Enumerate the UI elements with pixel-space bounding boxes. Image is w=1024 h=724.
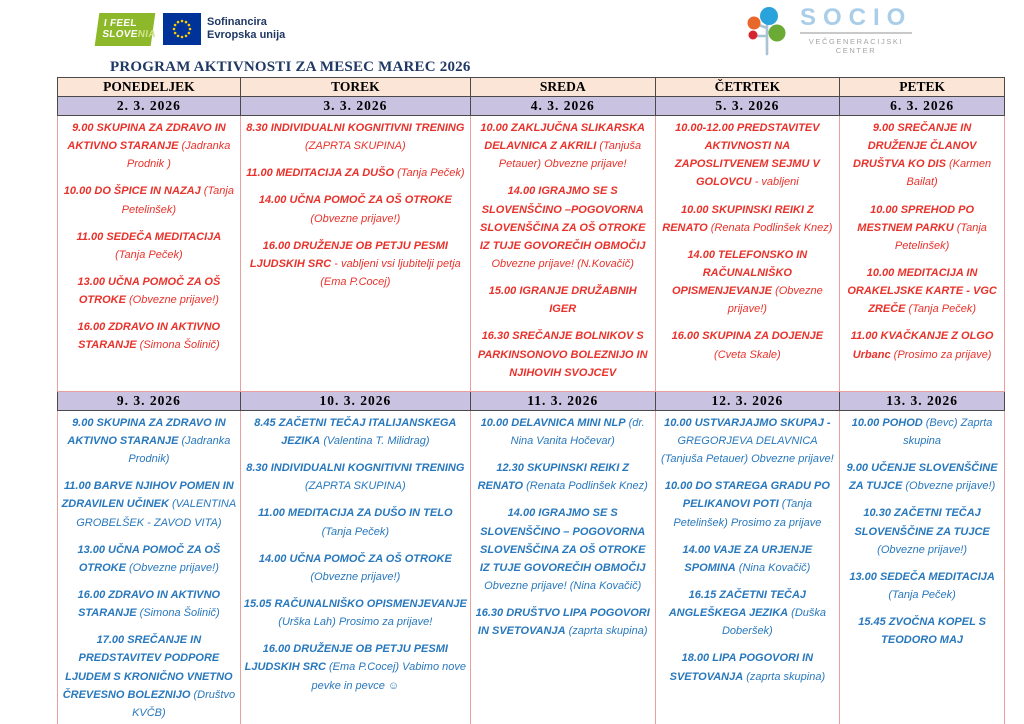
activity-note: (Tanja Peček) (321, 525, 390, 538)
activities-cell (240, 116, 470, 392)
date-cell: 3. 3. 2026 (240, 97, 470, 116)
activity-entry (244, 191, 467, 227)
activity-note: - vabljeni (754, 176, 799, 189)
ifs-line2-strong: SLOVE (101, 29, 139, 40)
activity-note: (Obvezne prijave!) (905, 480, 996, 493)
activity-time: 9.00 (872, 122, 895, 134)
activity-time: 10.00 (480, 416, 509, 429)
activity-title: ZVOČNA KOPEL S TEODORO MAJ (881, 616, 986, 647)
activity-entry (474, 182, 652, 273)
socio-logo (746, 6, 912, 58)
activity-title: SREČANJE IN DRUŽENJE ČLANOV DRUŠTVA KO DIS (853, 122, 977, 171)
day-header-tuesday: TOREK (240, 78, 470, 97)
date-cell: 13. 3. 2026 (840, 391, 1005, 410)
activity-title: SKUPINA ZA ZDRAVO IN AKTIVNO STARANJE (67, 416, 226, 447)
activity-entry (474, 459, 652, 495)
activity-time: 14.00 (682, 543, 711, 556)
activity-title: USTVARJAJMO SKUPAJ - (694, 416, 831, 429)
activity-title: BARVE NJIHOV POMEN IN ZDRAVILEN UČINEK (61, 480, 234, 511)
activity-entry (474, 327, 652, 381)
activity-time: 14.00 (507, 185, 536, 198)
activity-time: 10.00 (681, 203, 709, 216)
activity-entry (61, 119, 237, 173)
activity-note: Obvezne prijave! (544, 158, 627, 171)
activity-time: 10.00 (63, 185, 92, 198)
activity-title: UČNA POMOČ ZA OŠ OTROKE (78, 543, 221, 574)
activity-entry (61, 477, 237, 531)
activity-note: GREGORJEVA DELAVNICA (677, 434, 818, 447)
activity-time: 9.00 (72, 416, 94, 429)
activity-entry (244, 237, 467, 291)
activity-title: ZDRAVO IN AKTIVNO STARANJE (78, 321, 221, 352)
activity-title: SKUPINSKI REIKI Z RENATO (662, 203, 814, 234)
activity-time: 14.00 (258, 552, 287, 565)
day-header-friday: PETEK (840, 78, 1005, 97)
activity-time: 10.00 (851, 416, 880, 429)
page-title: PROGRAM AKTIVNOSTI ZA MESEC MAREC 2026 (110, 59, 471, 75)
ifs-line1: I FEEL (103, 18, 138, 29)
activity-note: (Tanja Petelinšek) (894, 221, 987, 252)
activity-time: 15.05 (243, 597, 272, 610)
activity-note: (Bevc) (925, 416, 958, 429)
activity-note: (ZAPRTA SKUPINA) (304, 140, 406, 153)
socio-subtitle-line1: VEČGENERACIJSKI (808, 37, 904, 46)
activities-row-week2 (58, 410, 1005, 724)
activity-note: (Nina Kovačič) (738, 561, 811, 574)
activity-title: UČNA POMOČ ZA OŠ OTROKE (289, 552, 452, 565)
activity-note: (Simona Šolinič) (139, 607, 220, 620)
activity-title: SKUPINSKI REIKI Z RENATO (477, 462, 630, 493)
activity-title: MEDITACIJA IN ORAKELJSKE KARTE - VGC ZREČE (847, 266, 997, 316)
activity-entry (659, 327, 837, 363)
activity-note: Prosimo za prijave! (338, 616, 433, 629)
activity-note: Prosimo za prijave (730, 516, 822, 529)
activities-cell (655, 116, 840, 392)
activity-time: 16.00 (77, 321, 106, 334)
activity-note: (VALENTINA GROBELŠEK - ZAVOD VITA) (76, 498, 237, 529)
activity-title: SKUPINA ZA DOJENJE (702, 330, 824, 343)
activity-note: (Društvo KVČB) (132, 688, 236, 719)
activity-note: (Obvezne prijave!) (877, 543, 968, 556)
activity-title: INDIVIDUALNI KOGNITIVNI TRENING (270, 122, 465, 134)
activity-time: 13.00 (77, 275, 105, 288)
activity-time: 11.00 (850, 330, 878, 343)
activity-note: (zaprta skupina) (568, 625, 648, 638)
activities-cell (840, 410, 1005, 724)
date-cell: 9. 3. 2026 (58, 391, 241, 410)
activity-time: 13.00 (849, 570, 877, 583)
activity-entry (659, 246, 837, 319)
activity-entry (659, 119, 837, 192)
activity-title: SEDEČA MEDITACIJA (879, 570, 995, 583)
activity-entry (659, 586, 837, 640)
ifs-line2 (101, 29, 157, 40)
socio-name: SOCIO (800, 6, 912, 34)
eu-flag-icon (163, 13, 201, 45)
activity-title: UČNA POMOČ ZA OŠ OTROKE (78, 275, 221, 307)
activity-note: (Prosimo za prijave) (893, 348, 992, 361)
activity-time: 9.00 (846, 462, 868, 475)
activity-entry (61, 414, 237, 468)
day-header-row (58, 78, 1005, 97)
activity-title: ZAKLJUČNA SLIKARSKA DELAVNICA Z AKRILI (484, 122, 646, 153)
activity-time: 11.00 (246, 167, 273, 180)
activity-title: KVAČKANJE Z OLGO Urbanc (852, 330, 994, 361)
activities-cell (58, 410, 241, 724)
activity-time: 13.00 (77, 543, 105, 556)
activity-note: (Urška Lah) (278, 616, 336, 629)
activity-entry (244, 550, 467, 586)
activity-note: (Tanja Peček) (115, 248, 183, 261)
activity-time: 11.00 (64, 480, 91, 493)
activity-time: 10.00 (664, 480, 693, 493)
activity-entry (843, 201, 1001, 255)
activity-time: 10.00 (870, 203, 898, 216)
activity-title: RAČUNALNIŠKO OPISMENJEVANJE (274, 597, 467, 610)
activity-note: (Tanjuša Petauer) (498, 140, 642, 171)
activity-entry (61, 273, 237, 309)
activity-note: (Tanja Petelinšek) (121, 185, 234, 216)
date-cell: 11. 3. 2026 (470, 391, 655, 410)
activity-title: DRUŽENJE OB PETJU PESMI LJUDSKIH SRC (244, 643, 448, 674)
activity-time: 10.00 (866, 266, 895, 279)
activity-time: 16.30 (475, 607, 504, 620)
activity-entry (843, 264, 1001, 318)
activity-title: LIPA POGOVORI IN SVETOVANJA (669, 652, 814, 683)
activity-entry (244, 640, 467, 694)
activity-entry (61, 541, 237, 577)
activity-note: (Simona Šolinič) (139, 339, 220, 352)
activity-entry (244, 119, 467, 155)
activity-title: DRUŽENJE OB PETJU PESMI LJUDSKIH SRC (249, 239, 448, 270)
activity-note: (Obvezne prijave!) (727, 285, 823, 316)
eu-cofinance-line1: Sofinancira (207, 16, 267, 28)
activity-entry (61, 182, 237, 218)
activity-entry (659, 201, 837, 237)
activities-cell (470, 410, 655, 724)
activity-note: (Jadranka Prodnik ) (126, 140, 231, 171)
activity-time: 16.00 (77, 588, 106, 601)
activity-title: ZAČETNI TEČAJ SLOVENŠČINE ZA TUJCE (854, 507, 990, 538)
socio-wordmark (800, 6, 912, 55)
day-header-thursday: ČETRTEK (655, 78, 840, 97)
activity-time: 10.30 (863, 507, 891, 520)
activity-note: (Ema P.Cocej) (320, 275, 391, 288)
activity-title: IGRAJMO SE S SLOVENŠČINO – POGOVORNA SLOVENŠČINA ZA OŠ OTROKE IZ TUJE GOVOREČIH OBMOČIJ (479, 507, 646, 574)
activities-cell (840, 116, 1005, 392)
activity-note: (Duška Doberšek) (721, 607, 826, 638)
activity-note: Zaprta skupina (903, 416, 993, 447)
activities-cell (655, 410, 840, 724)
activity-time: 8.45 (254, 416, 276, 429)
activity-note: (Jadranka Prodnik) (128, 434, 231, 466)
activity-time: 11.00 (76, 230, 104, 243)
socio-subtitle-line2: CENTER (835, 46, 877, 55)
activity-time: 18.00 (681, 652, 710, 665)
date-cell: 12. 3. 2026 (655, 391, 840, 410)
activity-title: POHOD (882, 416, 923, 429)
activity-title: MEDITACIJA ZA DUŠO IN TELO (287, 507, 453, 520)
day-header-wednesday: SREDA (470, 78, 655, 97)
activity-title: PREDSTAVITEV AKTIVNOSTI NA ZAPOSLITVENEM SEJMU V GOLOVCU (674, 122, 820, 189)
activity-title: INDIVIDUALNI KOGNITIVNI TRENING (270, 462, 465, 475)
date-row-week1 (58, 97, 1005, 116)
activity-title: DRUŠTVO LIPA POGOVORI IN SVETOVANJA (477, 607, 650, 638)
activity-entry (474, 414, 652, 450)
activity-entry (474, 282, 652, 318)
activity-note: - vabljeni vsi ljubitelji petja (334, 257, 461, 270)
activity-entry (244, 595, 467, 631)
activity-time: 14.00 (687, 248, 715, 261)
eu-cofinance-label (207, 16, 285, 42)
activity-title: SREČANJE BOLNIKOV S PARKINSONOVO BOLEZNIJO IN NJIHOVIH SVOJCEV (477, 330, 648, 379)
activity-time: 15.00 (488, 285, 517, 298)
activity-note: (Tanja Peček) (888, 588, 956, 601)
activity-entry (659, 414, 837, 468)
activity-time: 9.00 (72, 122, 94, 134)
activity-entry (843, 459, 1001, 495)
activity-note: (Obvezne prijave!) (310, 212, 401, 225)
activity-note: (Renata Podlinšek Knez) (710, 221, 833, 234)
activity-time: 14.00 (258, 194, 287, 207)
activity-note: (Ema P.Cocej) (329, 661, 400, 674)
activity-entry (659, 541, 837, 577)
date-cell: 6. 3. 2026 (840, 97, 1005, 116)
activity-entry (474, 604, 652, 640)
activity-entry (843, 504, 1001, 558)
activity-note: (Renata Podlinšek Knez) (526, 480, 648, 493)
activity-title: DELAVNICA MINI NLP (511, 416, 626, 429)
activity-title: UČNA POMOČ ZA OŠ OTROKE (289, 194, 452, 207)
activity-title: DO STAREGA GRADU PO PELIKANOVI POTI (682, 480, 830, 511)
activity-note: Obvezne prijave! (Nina Kovačič) (484, 579, 642, 592)
eu-cofinance-line2: Evropska unija (207, 29, 286, 41)
activity-entry (843, 568, 1001, 604)
activity-note: Obvezne prijave! (N.Kovačič) (491, 257, 634, 270)
activity-time: 16.00 (262, 643, 291, 656)
activity-title: ZAČETNI TEČAJ ANGLEŠKEGA JEZIKA (668, 588, 807, 620)
activity-time: 16.00 (262, 239, 291, 252)
activity-time: 17.00 (96, 634, 125, 647)
date-cell: 2. 3. 2026 (58, 97, 241, 116)
activity-title: SPREHOD PO MESTNEM PARKU (857, 203, 975, 234)
activity-entry (474, 504, 652, 595)
activity-note: (Tanja Petelinšek) (673, 498, 812, 529)
activity-time: 11.00 (258, 507, 285, 520)
activity-note: (zaprta skupina) (746, 670, 826, 683)
activity-time: 10.00 (664, 416, 692, 429)
activity-title: IGRANJE DRUŽABNIH IGER (519, 285, 637, 316)
activity-entry (61, 631, 237, 722)
activity-time: 12.30 (496, 462, 524, 475)
activity-note: (Tanjuša Petauer) Obvezne prijave! (661, 453, 834, 466)
activity-time: 10.00 (480, 122, 508, 134)
activity-time: 10.00-12.00 (675, 122, 734, 134)
activity-title: MEDITACIJA ZA DUŠO (275, 167, 395, 180)
activity-note: (Karmen Bailat) (906, 158, 992, 189)
activity-entry (244, 459, 467, 495)
activity-note: (dr. Nina Vanita Hočevar) (510, 416, 645, 447)
activity-time: 16.00 (671, 330, 700, 343)
activity-note: (Cveta Skale) (714, 348, 781, 361)
activity-note: Vabimo nove pevke in pevce ☺ (311, 661, 466, 692)
activity-note: (Valentina T. Milidrag) (323, 434, 430, 447)
ifs-line2-light: NIA (136, 29, 157, 40)
activities-cell (240, 410, 470, 724)
socio-tree-icon (746, 6, 792, 58)
activity-entry (61, 318, 237, 354)
activity-time: 8.30 (246, 462, 268, 475)
date-cell: 10. 3. 2026 (240, 391, 470, 410)
activity-title: ZAČETNI TEČAJ ITALIJANSKEGA JEZIKA (278, 416, 457, 447)
activity-time: 8.30 (246, 122, 268, 134)
activity-entry (843, 613, 1001, 649)
date-cell: 4. 3. 2026 (470, 97, 655, 116)
activity-entry (61, 228, 237, 264)
activity-title: SKUPINA ZA ZDRAVO IN AKTIVNO STARANJE (67, 122, 226, 153)
activity-entry (61, 586, 237, 622)
activities-cell (470, 116, 655, 392)
activity-entry (244, 164, 467, 182)
activity-title: UČENJE SLOVENŠČINE ZA TUJCE (848, 462, 998, 493)
i-feel-slovenia-logo (95, 13, 156, 46)
activity-title: IGRAJMO SE S SLOVENŠČINO –POGOVORNA SLOVENŠČINA ZA OŠ OTROKE IZ TUJE GOVOREČIH OBMOČIJ (479, 185, 646, 252)
activities-cell (58, 116, 241, 392)
activity-entry (474, 119, 652, 173)
activity-title: ZDRAVO IN AKTIVNO STARANJE (78, 588, 221, 620)
activities-row-week1 (58, 116, 1005, 392)
activity-title: DO ŠPICE IN NAZAJ (94, 185, 201, 198)
activity-entry (843, 327, 1001, 363)
activity-time: 16.15 (688, 588, 717, 601)
activity-time: 15.45 (858, 616, 886, 629)
activity-entry (244, 504, 467, 540)
activity-entry (843, 414, 1001, 450)
activity-note: (ZAPRTA SKUPINA) (304, 480, 406, 493)
activity-title: VAJE ZA URJENJE SPOMINA (684, 543, 813, 574)
activity-table (57, 77, 1005, 724)
activity-entry (659, 649, 837, 685)
activity-note: (Obvezne prijave!) (129, 561, 219, 574)
date-cell: 5. 3. 2026 (655, 97, 840, 116)
socio-subtitle (800, 37, 912, 55)
activity-entry (244, 414, 467, 450)
activity-time: 16.30 (481, 330, 510, 343)
date-row-week2 (58, 391, 1005, 410)
activity-note: (Obvezne prijave!) (310, 570, 401, 583)
activity-title: SREČANJE IN PREDSTAVITEV PODPORE LJUDEM S KRONIČNO VNETNO ČREVESNO BOLEZNIJO (62, 634, 233, 701)
activity-entry (843, 119, 1001, 192)
activity-note: (Tanja Peček) (908, 303, 976, 316)
activity-entry (659, 477, 837, 531)
day-header-monday: PONEDELJEK (58, 78, 241, 97)
activity-time: 14.00 (507, 507, 536, 520)
activity-note: (Tanja Peček) (397, 167, 465, 180)
activity-title: SEDEČA MEDITACIJA (106, 230, 222, 243)
activity-title: TELEFONSKO IN RAČUNALNIŠKO OPISMENJEVANJE (671, 248, 808, 298)
activity-note: (Obvezne prijave!) (129, 294, 219, 307)
